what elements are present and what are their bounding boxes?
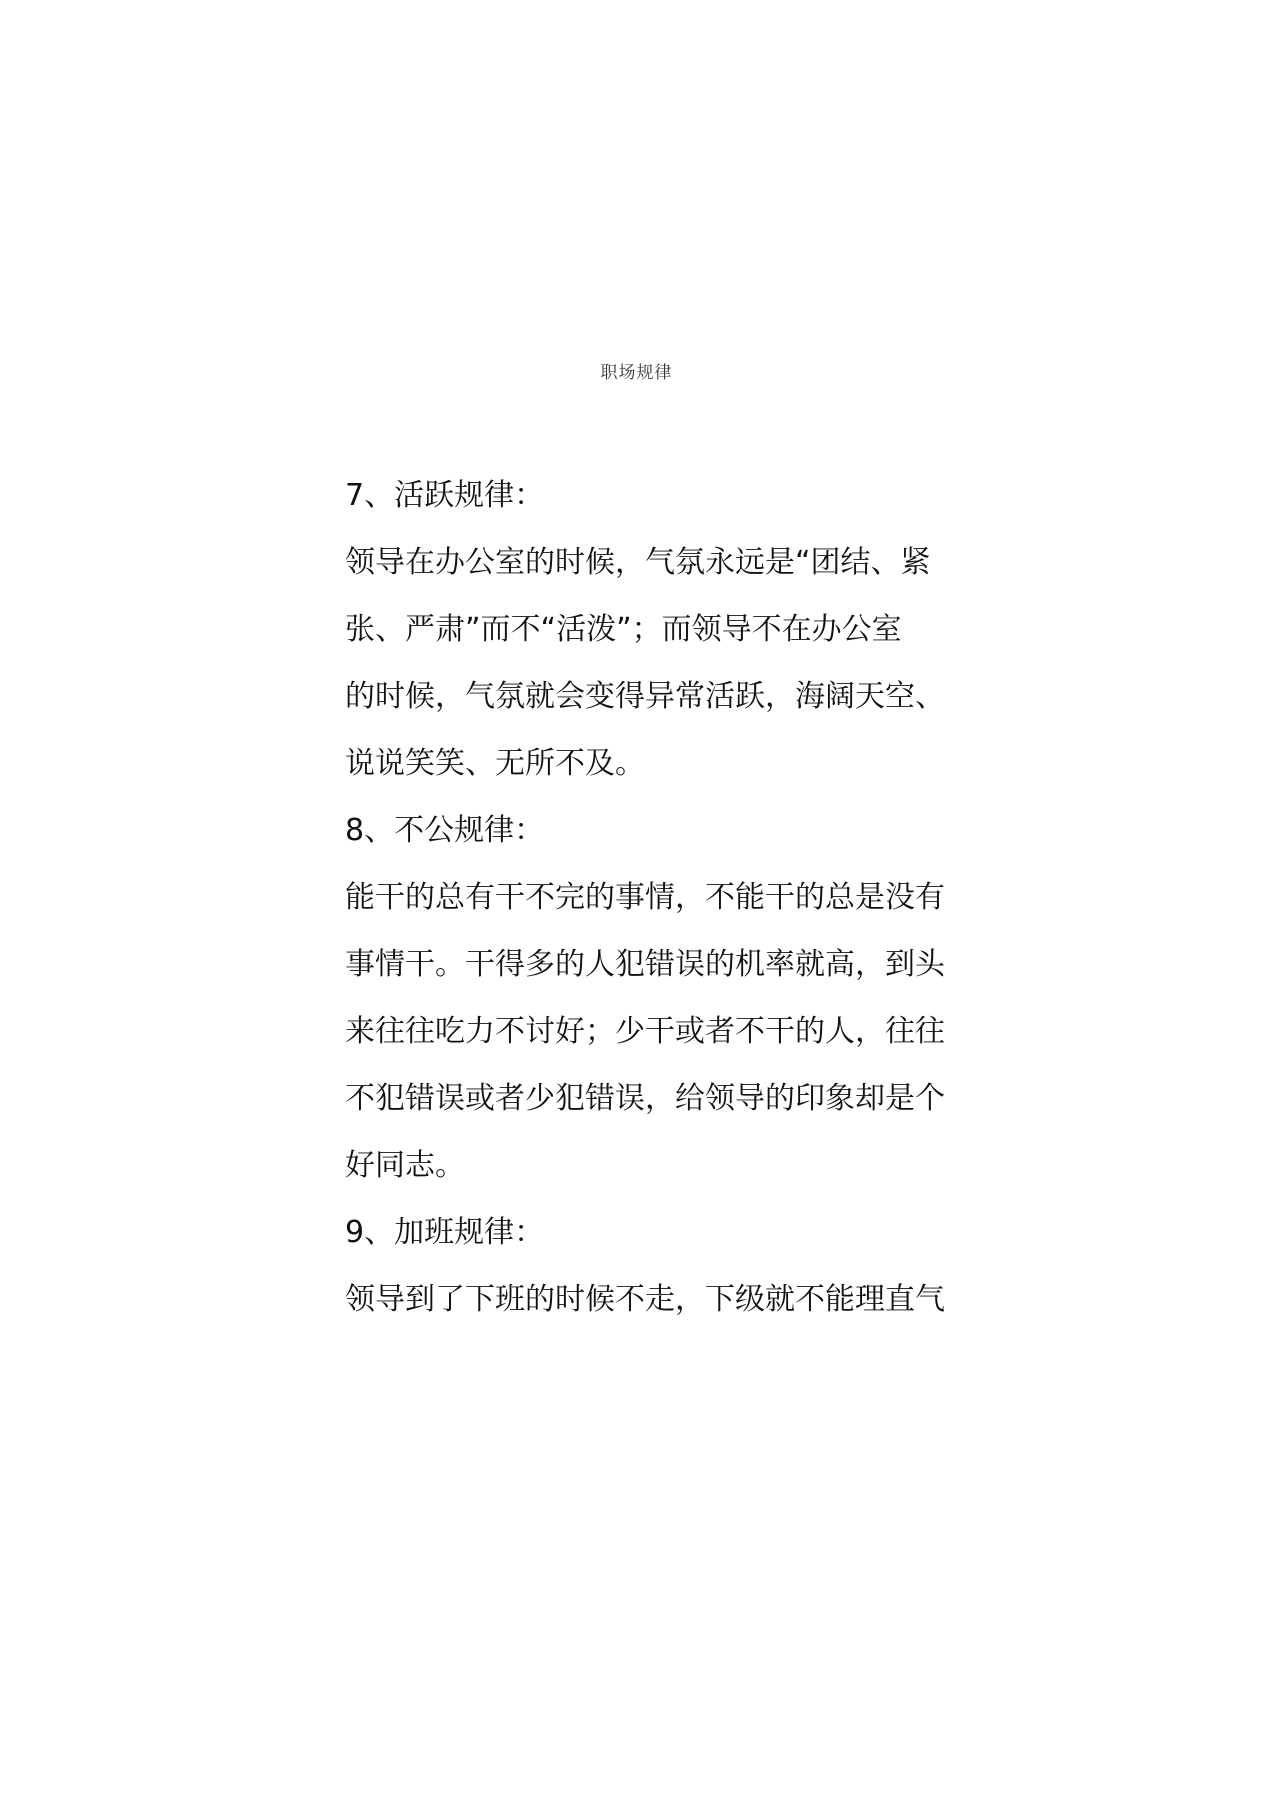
- section-heading: 9、加班规律：: [345, 1215, 545, 1250]
- paragraph-line: 领导在办公室的时候，气氛永远是“团结、紧: [345, 545, 931, 580]
- section-heading: 8、不公规律：: [345, 813, 545, 848]
- paragraph-line: 说说笑笑、无所不及。: [345, 746, 645, 781]
- section-heading: 7、活跃规律：: [345, 478, 545, 513]
- running-header: 职场规律: [600, 363, 673, 383]
- paragraph-line: 张、严肃”而不“活泼”；而领导不在办公室: [345, 612, 902, 647]
- paragraph-line: 领导到了下班的时候不走，下级就不能理直气: [345, 1282, 945, 1317]
- paragraph-line: 好同志。: [345, 1148, 465, 1183]
- paragraph-line: 的时候，气氛就会变得异常活跃，海阔天空、: [345, 679, 945, 714]
- paragraph-line: 事情干。干得多的人犯错误的机率就高，到头: [345, 947, 945, 982]
- body-text: [345, 462, 945, 1333]
- paragraph-line: 能干的总有干不完的事情，不能干的总是没有: [345, 880, 945, 915]
- paragraph-line: 来往往吃力不讨好；少干或者不干的人，往往: [345, 1014, 945, 1049]
- paragraph-line: 不犯错误或者少犯错误，给领导的印象却是个: [345, 1081, 945, 1116]
